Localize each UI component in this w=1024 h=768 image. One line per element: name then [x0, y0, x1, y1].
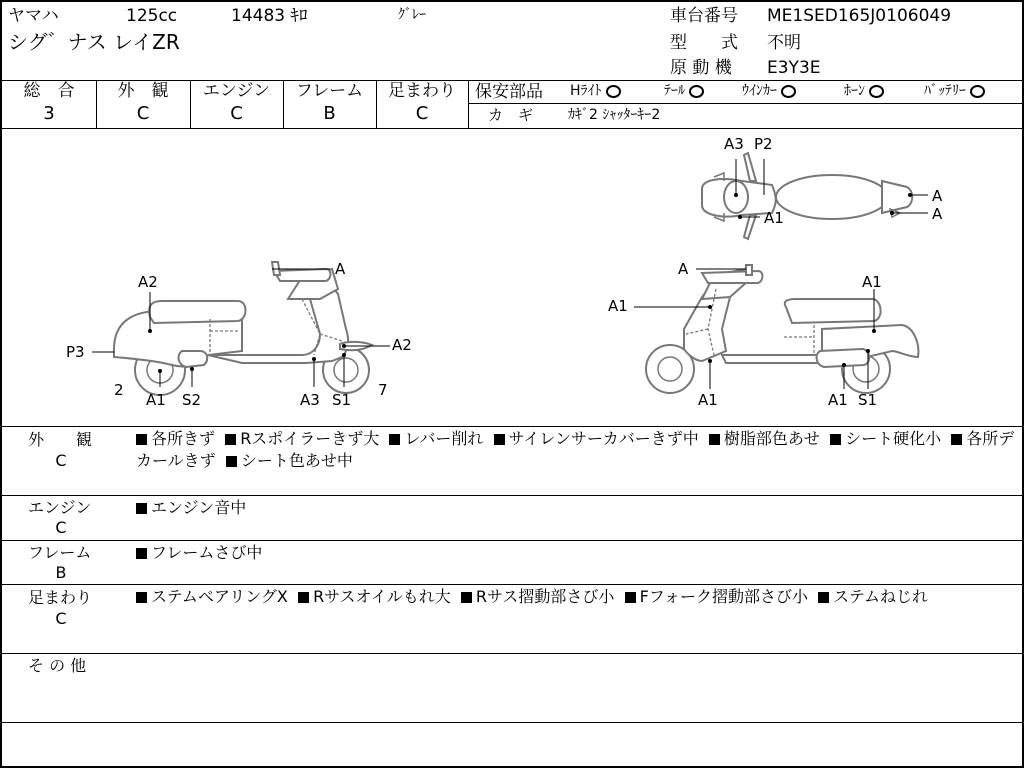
label-a2-left-cover: A2 [138, 273, 158, 291]
key-value: ｶｷﾞ2 ｼｬｯﾀｰｷｰ2 [568, 107, 661, 123]
section-exterior-label: 外 観 [28, 430, 93, 449]
grade-engine-label: エンジン [202, 81, 271, 101]
scooter-top-view [702, 153, 912, 239]
safety-item-headlight: Hﾗｲﾄ [570, 84, 621, 98]
label-a1-right-bottom: A1 [698, 391, 718, 409]
safety-item-tail: ﾃｰﾙ [664, 84, 704, 98]
section-frame-items: フレームさび中 [136, 542, 1016, 564]
ok-circle-icon [970, 85, 985, 98]
section-suspension-label: 足まわり [28, 588, 93, 607]
section-frame-grade: B [55, 563, 67, 582]
section-engine-label: エンジン [28, 498, 92, 517]
model-name: シグ゛ナス レイZR [8, 30, 180, 54]
label-a1-right-cover: A1 [862, 273, 882, 291]
section-frame-label: フレーム [28, 543, 92, 562]
ok-circle-icon [869, 85, 884, 98]
grade-frame-value: B [323, 103, 336, 124]
key-label: カ ギ [488, 106, 534, 124]
grade-exterior-label: 外 観 [117, 81, 169, 101]
ok-circle-icon [781, 85, 796, 98]
label-p2-top: P2 [754, 135, 773, 153]
label-s2-left: S2 [182, 391, 202, 409]
frame-no: ME1SED165J0106049 [767, 6, 952, 26]
label-a-left-mirror: A [335, 260, 346, 278]
label-a1-right-rear: A1 [828, 391, 848, 409]
label-a-right-mirror: A [678, 260, 689, 278]
label-2-left: 2 [114, 381, 124, 399]
label-a3-left: A3 [300, 391, 320, 409]
displacement: 125cc [126, 6, 178, 26]
section-exterior-grade: C [55, 451, 67, 470]
label-s1-right: S1 [858, 391, 878, 409]
label-a-top-rear: A [932, 205, 943, 223]
body-color: ｸﾞﾚｰ [398, 7, 426, 23]
section-suspension-grade: C [55, 609, 67, 628]
grade-exterior-value: C [136, 103, 150, 124]
ok-circle-icon [606, 85, 621, 98]
safety-label: 保安部品 [475, 82, 543, 102]
frame-no-label: 車台番号 [670, 6, 738, 26]
label-a-top-tail: A [932, 187, 943, 205]
section-engine-items: エンジン音中 [136, 497, 1016, 519]
label-a1-top: A1 [764, 209, 784, 227]
grade-frame-label: フレーム [295, 81, 364, 101]
label-s1-left: S1 [332, 391, 352, 409]
ok-circle-icon [689, 85, 704, 98]
label-7-left: 7 [378, 381, 388, 399]
section-engine-grade: C [55, 518, 67, 537]
safety-item-winker: ｳｲﾝｶｰ [742, 84, 796, 98]
safety-item-battery: ﾊﾞｯﾃﾘｰ [924, 84, 985, 98]
damage-diagram [2, 129, 1024, 426]
engine-label: 原 動 機 [670, 58, 732, 78]
grade-suspension-value: C [415, 103, 429, 124]
grade-total-label: 総 合 [23, 81, 75, 101]
mileage: 14483 ｷﾛ [231, 6, 308, 26]
grade-engine-value: C [230, 103, 243, 124]
section-exterior-items: 各所きず Rスポイラーきず大 レバー削れ サイレンサーカバーきず中 樹脂部色あせ シート硬化小 各所デカールきず シート色あせ中 [136, 429, 1015, 470]
section-suspension-items: ステムベアリングX Rサスオイルもれ大 Rサス摺動部さび小 Fフォーク摺動部さび小 ステムねじれ [136, 586, 1016, 608]
label-a3-top: A3 [724, 135, 744, 153]
grade-suspension-label: 足まわり [388, 81, 456, 101]
label-a1-right-front: A1 [608, 297, 628, 315]
label-a2-left-muffler: A2 [392, 336, 412, 354]
maker: ヤマハ [8, 6, 59, 26]
engine-value: E3Y3E [767, 58, 821, 78]
grade-total-value: 3 [43, 103, 55, 124]
safety-item-horn: ﾎｰﾝ [844, 84, 884, 98]
type-label: 型 式 [670, 33, 738, 53]
type-value: 不明 [767, 33, 801, 53]
label-p3-left: P3 [66, 343, 85, 361]
label-a1-left-wheel: A1 [146, 391, 166, 409]
section-other-label: そ の 他 [28, 656, 87, 675]
